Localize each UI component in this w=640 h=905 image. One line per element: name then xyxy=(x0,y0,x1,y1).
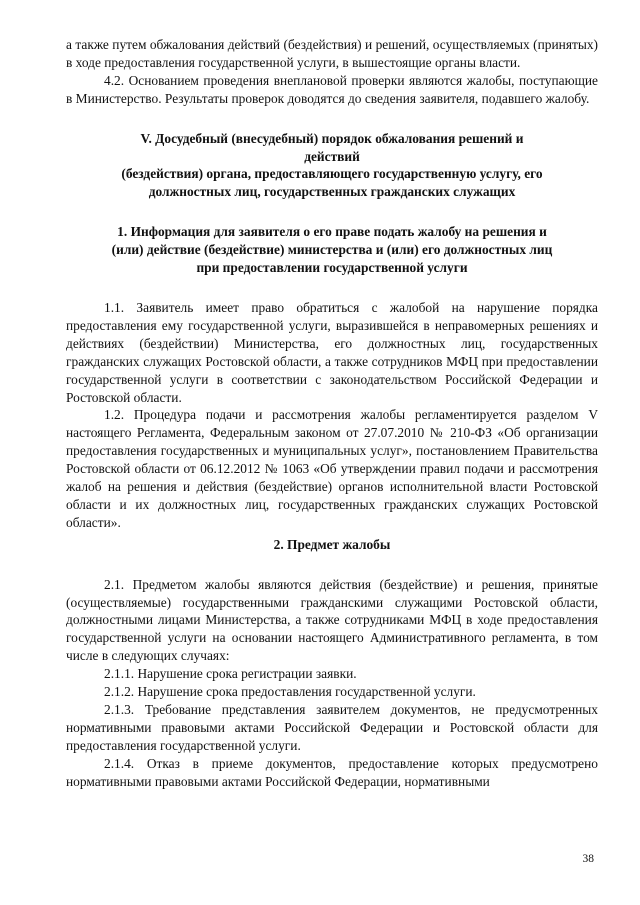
subsection-1-heading xyxy=(66,223,598,277)
paragraph-2-1-3: 2.1.3. Требование представления заявителем документов, не предусмотренных нормативными правовыми актами Российской Федерации и Ростовской области для предоставления государственной услуги. xyxy=(66,702,598,753)
subsection-1-heading-line3: при предоставлении государственной услуги xyxy=(196,260,468,276)
paragraph-2-1-1: 2.1.1. Нарушение срока регистрации заявки. xyxy=(104,666,357,682)
paragraph-2-1-2: 2.1.2. Нарушение срока предоставления государственной услуги. xyxy=(104,684,476,700)
section-v-heading-line4: должностных лиц, государственных гражданских служащих xyxy=(148,184,516,200)
paragraph-1-1: 1.1. Заявитель имеет право обратиться с жалобой на нарушение порядка предоставления ему государственной услуги, выразившейся в неправомерных решениях и действиях (бездействии) Министерства, его должностных лиц, государственных гражданских служащих Ростовской области, а также сотрудников МФЦ при предоставлении государственной услуги в соответствии с законодательством Российской Федерации и Ростовской области. xyxy=(66,299,598,405)
intro-paragraph: а также путем обжалования действий (бездействия) и решений, осуществляемых (принятых) в ходе предоставления государственной услуги, в вышестоящие органы власти. xyxy=(66,37,598,70)
subsection-1-heading-line1: 1. Информация для заявителя о его праве подать жалобу на решения и xyxy=(117,224,547,240)
subsection-2-heading: 2. Предмет жалобы xyxy=(273,536,391,552)
paragraph-1-2: 1.2. Процедура подачи и рассмотрения жалобы регламентируется разделом V настоящего Регламента, Федеральным законом от 27.07.2010 № 210-ФЗ «Об организации предоставления государственных и муниципальных услуг», постановлением Правительства Ростовской области от 06.12.2012 № 1063 «Об утверждении правил подачи и рассмотрения жалоб на решения и действия (бездействие) органов исполнительной власти Ростовской области и их должностных лиц, государственных гражданских служащих Ростовской области». xyxy=(66,407,598,530)
document-page xyxy=(66,36,598,791)
section-v-heading xyxy=(66,130,598,202)
paragraph-2-1: 2.1. Предметом жалобы являются действия (бездействие) и решения, принятые (осуществляемые) государственными гражданскими служащими Ростовской области, должностными лицами Министерства, а также сотрудниками МФЦ в ходе предоставления государственной услуги на основании настоящего Административного регламента, в том числе в следующих случаях: xyxy=(66,576,598,664)
section-v-heading-line2: действий xyxy=(304,148,360,164)
section-v-heading-line1: V. Досудебный (внесудебный) порядок обжалования решений и xyxy=(140,130,524,146)
section-v-heading-line3: (бездействия) органа, предоставляющего государственную услугу, его xyxy=(121,166,543,182)
subsection-1-heading-line2: (или) действие (бездействие) министерства и (или) его должностных лиц xyxy=(111,242,553,258)
paragraph-4-2: 4.2. Основанием проведения внеплановой проверки являются жалобы, поступающие в Министерство. Результаты проверок доводятся до сведения заявителя, подавшего жалобу. xyxy=(66,72,598,106)
page-number: 38 xyxy=(582,853,594,865)
paragraph-2-1-4: 2.1.4. Отказ в приеме документов, предоставление которых предусмотрено нормативными правовыми актами Российской Федерации, нормативными xyxy=(66,755,598,789)
